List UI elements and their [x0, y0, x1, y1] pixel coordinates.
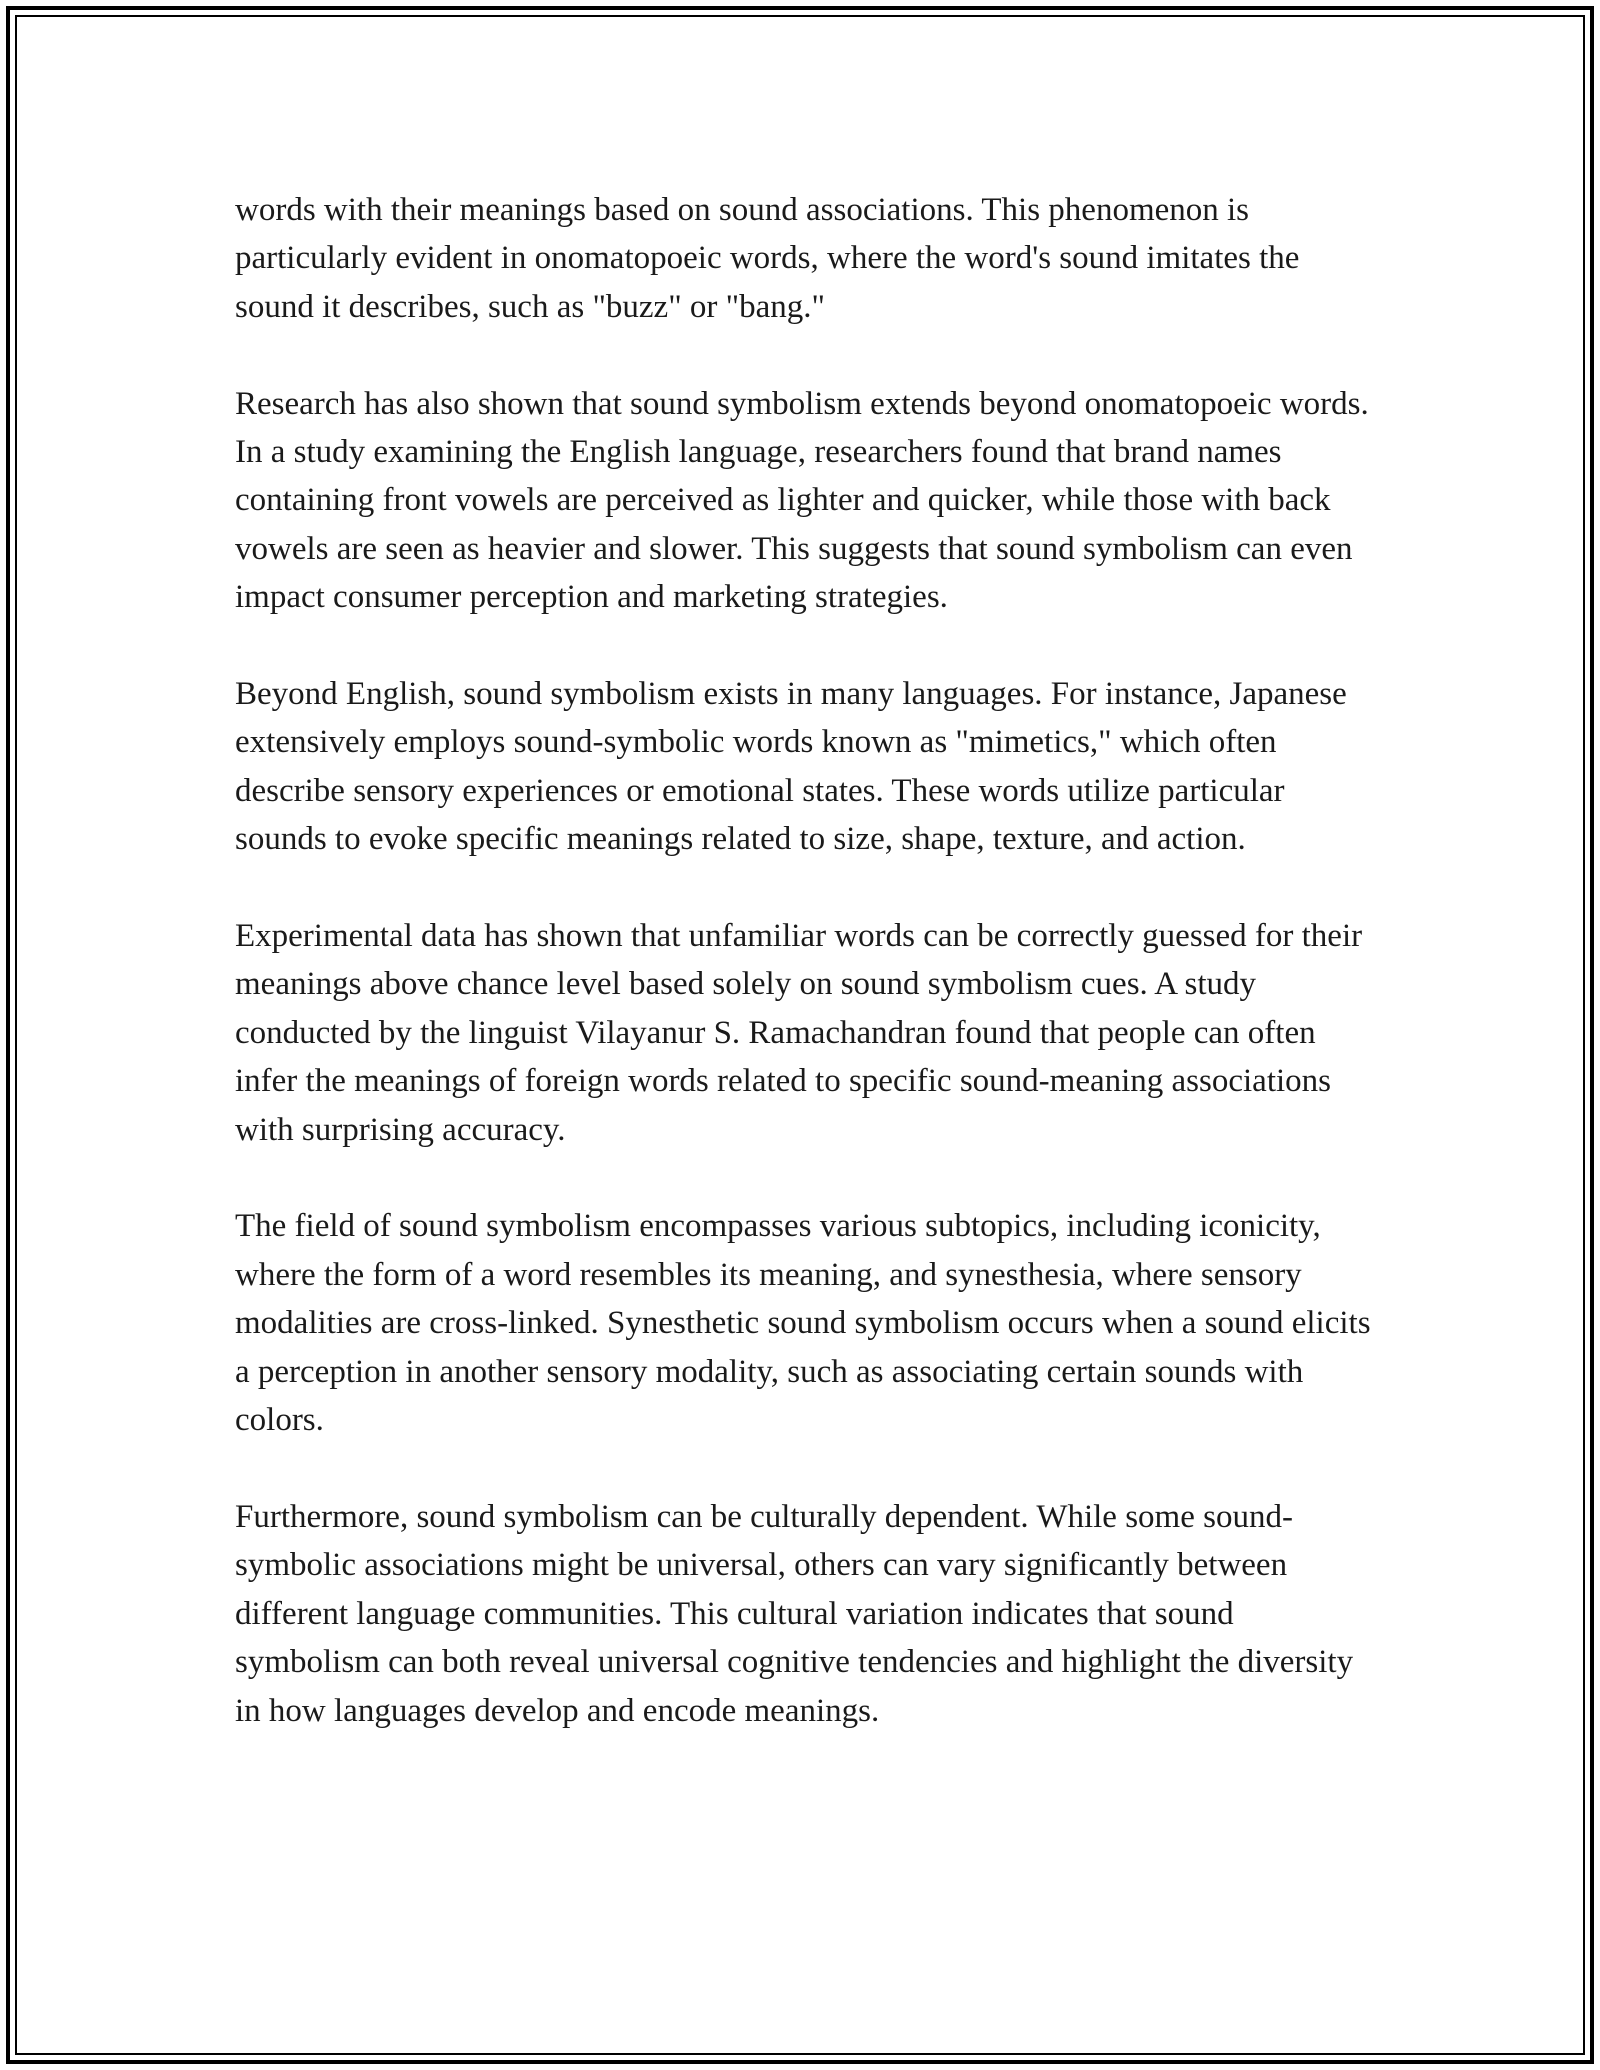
paragraph: Research has also shown that sound symbolism extends beyond onomatopoeic words. In a study examining the English language, researchers found that brand names containing front vowels are perceived as lighter and quicker, while those with back vowels are seen as heavier and slower. This suggests that sound symbolism can even impact consumer perception and marketing strategies.: [235, 385, 1369, 616]
paragraph: The field of sound symbolism encompasses various subtopics, including iconicity, where the form of a word resembles its meaning, and synesthesia, where sensory modalities are cross-linked. Synesthetic sound symbolism occurs when a sound elicits a perception in another sensory modality, such as associating certain sounds with colors.: [235, 1208, 1371, 1439]
document-body: [235, 186, 1375, 1735]
paragraph: Beyond English, sound symbolism exists in many languages. For instance, Japanese extensively employs sound-symbolic words known as "mimetics," which often describe sensory experiences or emotional states. These words utilize particular sounds to evoke specific meanings related to size, shape, texture, and action.: [235, 676, 1347, 858]
paragraph: words with their meanings based on sound associations. This phenomenon is particularly evident in onomatopoeic words, where the word's sound imitates the sound it describes, such as "buzz" or "bang.": [235, 192, 1300, 325]
paragraph: Experimental data has shown that unfamiliar words can be correctly guessed for their meanings above chance level based solely on sound symbolism cues. A study conducted by the linguist Vilayanur S. Ramachandran found that people can often infer the meanings of foreign words related to specific sound-meaning associations with surprising accuracy.: [235, 918, 1363, 1148]
paragraph: Furthermore, sound symbolism can be culturally dependent. While some sound-symbolic associations might be universal, others can vary significantly between different language communities. This cultural variation indicates that sound symbolism can both reveal universal cognitive tendencies and highlight the diversity in how languages develop and encode meanings.: [235, 1498, 1354, 1729]
